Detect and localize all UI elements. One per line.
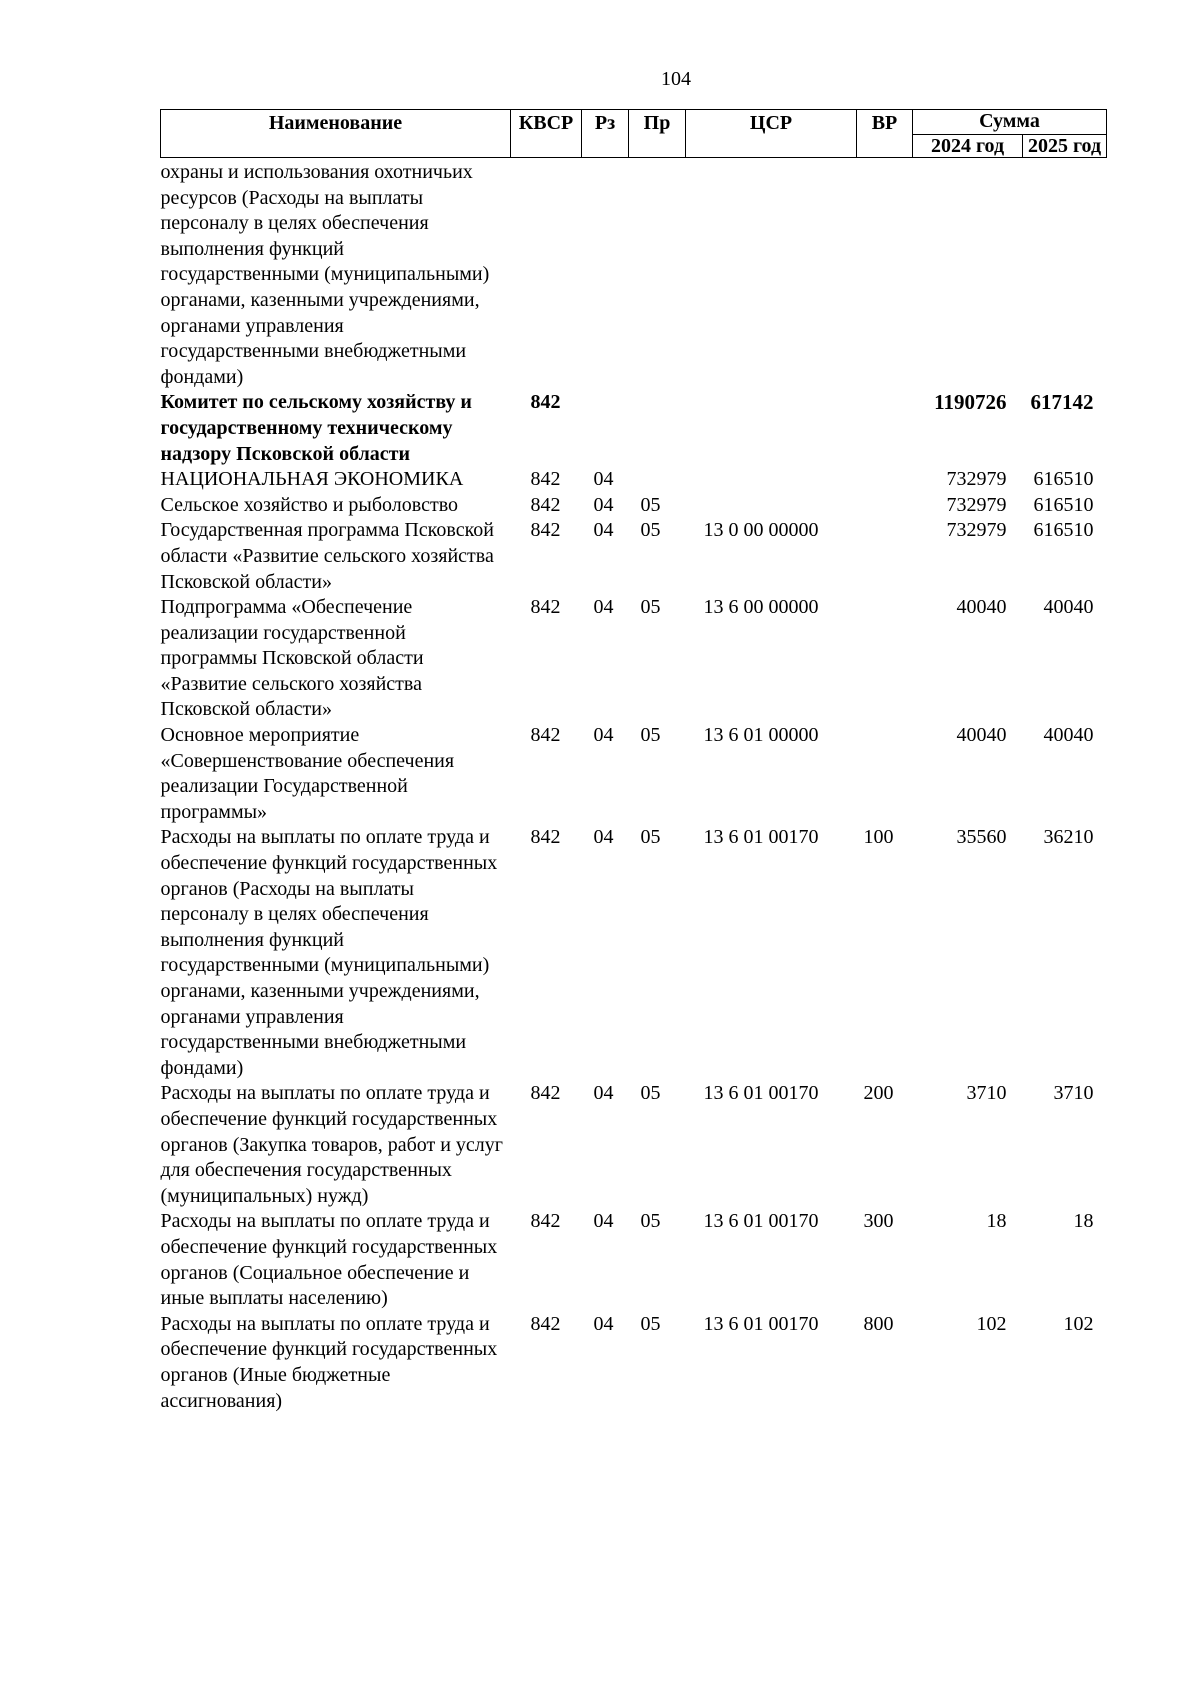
row-sum-2024: 3710 <box>966 1082 1007 1105</box>
row-sum-2024: 732979 <box>946 493 1007 516</box>
header-name: Наименование <box>161 110 511 158</box>
row-pr: 05 <box>640 1210 661 1233</box>
row-rz: 04 <box>593 1082 614 1105</box>
row-rz: 04 <box>593 1210 614 1233</box>
header-csr: ЦСР <box>686 110 857 158</box>
row-pr <box>629 467 686 493</box>
table-row <box>161 1081 1107 1209</box>
table-row <box>161 1312 1107 1414</box>
budget-table <box>160 109 1107 1414</box>
row-rz <box>582 158 629 391</box>
row-name: Сельское хозяйство и рыболовство <box>160 493 459 516</box>
row-vr <box>857 493 913 519</box>
row-pr: 05 <box>640 493 661 516</box>
row-sum-2025: 616510 <box>1033 519 1094 542</box>
row-pr <box>629 390 686 467</box>
row-kvsr: 842 <box>530 391 561 414</box>
row-vr <box>857 467 913 493</box>
row-name: Расходы на выплаты по оплате труда и обеспечение функций государственных органов (Закупка товаров, работ и услуг для обеспечения государственных (муниципальных) нужд) <box>160 1082 503 1207</box>
row-name: НАЦИОНАЛЬНАЯ ЭКОНОМИКА <box>160 468 464 491</box>
row-rz: 04 <box>593 468 614 491</box>
row-kvsr <box>511 158 582 391</box>
row-pr: 05 <box>640 1312 661 1335</box>
row-pr: 05 <box>640 1082 661 1105</box>
header-sum: Сумма <box>913 110 1107 135</box>
row-sum-2024: 40040 <box>956 596 1007 619</box>
row-csr: 13 6 01 00170 <box>703 1082 819 1105</box>
row-vr: 100 <box>863 826 894 849</box>
row-kvsr: 842 <box>530 1312 561 1335</box>
row-pr: 05 <box>640 826 661 849</box>
row-rz: 04 <box>593 724 614 747</box>
row-name: Расходы на выплаты по оплате труда и обеспечение функций государственных органов (Расходы на выплаты персоналу в целях обеспечения выполнения функций государственными (муниципальными) органами, казенными учреждениями, органами управления государственными внебюджетными фондами) <box>160 826 498 1079</box>
row-rz: 04 <box>593 596 614 619</box>
table-row <box>161 1209 1107 1311</box>
row-csr: 13 6 00 00000 <box>703 596 819 619</box>
row-sum-2025: 616510 <box>1033 493 1094 516</box>
row-vr <box>857 158 913 391</box>
row-csr: 13 6 01 00170 <box>703 826 819 849</box>
row-sum-2025 <box>1023 158 1107 391</box>
row-csr <box>686 467 857 493</box>
row-kvsr: 842 <box>530 468 561 491</box>
row-pr: 05 <box>640 596 661 619</box>
table-row <box>161 518 1107 595</box>
header-year-2025: 2025 год <box>1023 135 1107 158</box>
row-csr <box>686 390 857 467</box>
row-name: Расходы на выплаты по оплате труда и обеспечение функций государственных органов (Иные бюджетные ассигнования) <box>160 1312 498 1412</box>
row-vr <box>857 595 913 723</box>
header-rz: Рз <box>582 110 629 158</box>
page-number: 104 <box>661 68 691 90</box>
row-pr <box>629 158 686 391</box>
row-sum-2025: 617142 <box>1030 390 1094 415</box>
row-sum-2025: 18 <box>1073 1210 1094 1233</box>
row-vr: 800 <box>863 1312 894 1335</box>
row-name: Основное мероприятие «Совершенствование обеспечения реализации Государственной программы» <box>160 724 455 823</box>
row-kvsr: 842 <box>530 1210 561 1233</box>
row-vr: 200 <box>863 1082 894 1105</box>
row-sum-2024: 40040 <box>956 724 1007 747</box>
row-sum-2024: 1190726 <box>934 390 1007 415</box>
row-kvsr: 842 <box>530 493 561 516</box>
row-name: Комитет по сельскому хозяйству и государственному техническому надзору Псковской области <box>160 391 472 465</box>
row-sum-2024: 732979 <box>946 468 1007 491</box>
table-row <box>161 825 1107 1081</box>
table-row <box>161 390 1107 467</box>
header-vr: ВР <box>857 110 913 158</box>
row-sum-2024: 732979 <box>946 519 1007 542</box>
row-sum-2025: 40040 <box>1043 724 1094 747</box>
row-vr: 300 <box>863 1210 894 1233</box>
table-body <box>161 158 1107 1415</box>
row-kvsr: 842 <box>530 826 561 849</box>
row-rz: 04 <box>593 826 614 849</box>
row-sum-2025: 616510 <box>1033 468 1094 491</box>
row-name: охраны и использования охотничьих ресурсов (Расходы на выплаты персоналу в целях обеспечения выполнения функций государственными (муниципальными) органами, казенными учреждениями, органами управления государственными внебюджетными фондами) <box>160 161 490 388</box>
row-sum-2025: 3710 <box>1053 1082 1094 1105</box>
row-kvsr: 842 <box>530 596 561 619</box>
row-rz <box>582 390 629 467</box>
table-row <box>161 158 1107 391</box>
row-name: Подпрограмма «Обеспечение реализации государственной программы Псковской области «Развитие сельского хозяйства Псковской области» <box>160 596 424 721</box>
row-csr: 13 6 01 00170 <box>703 1312 819 1335</box>
row-name: Расходы на выплаты по оплате труда и обеспечение функций государственных органов (Социальное обеспечение и иные выплаты населению) <box>160 1210 498 1310</box>
header-kvsr: КВСР <box>511 110 582 158</box>
row-csr: 13 0 00 00000 <box>703 519 819 542</box>
row-sum-2024: 35560 <box>956 826 1007 849</box>
row-rz: 04 <box>593 493 614 516</box>
row-vr <box>857 723 913 825</box>
row-rz: 04 <box>593 519 614 542</box>
row-sum-2024 <box>913 158 1023 391</box>
row-sum-2025: 40040 <box>1043 596 1094 619</box>
row-name: Государственная программа Псковской области «Развитие сельского хозяйства Псковской области» <box>160 519 494 593</box>
row-sum-2025: 36210 <box>1043 826 1094 849</box>
row-vr <box>857 518 913 595</box>
header-year-2024: 2024 год <box>913 135 1023 158</box>
row-csr <box>686 493 857 519</box>
table-row <box>161 595 1107 723</box>
row-pr: 05 <box>640 724 661 747</box>
row-kvsr: 842 <box>530 724 561 747</box>
row-sum-2024: 18 <box>986 1210 1007 1233</box>
table-header <box>161 110 1107 158</box>
row-kvsr: 842 <box>530 1082 561 1105</box>
header-pr: Пр <box>629 110 686 158</box>
row-rz: 04 <box>593 1312 614 1335</box>
row-csr: 13 6 01 00000 <box>703 724 819 747</box>
row-sum-2024: 102 <box>976 1312 1007 1335</box>
table-row <box>161 493 1107 519</box>
row-csr <box>686 158 857 391</box>
row-csr: 13 6 01 00170 <box>703 1210 819 1233</box>
row-sum-2025: 102 <box>1063 1312 1094 1335</box>
row-vr <box>857 390 913 467</box>
row-kvsr: 842 <box>530 519 561 542</box>
table-row <box>161 723 1107 825</box>
table-row <box>161 467 1107 493</box>
row-pr: 05 <box>640 519 661 542</box>
